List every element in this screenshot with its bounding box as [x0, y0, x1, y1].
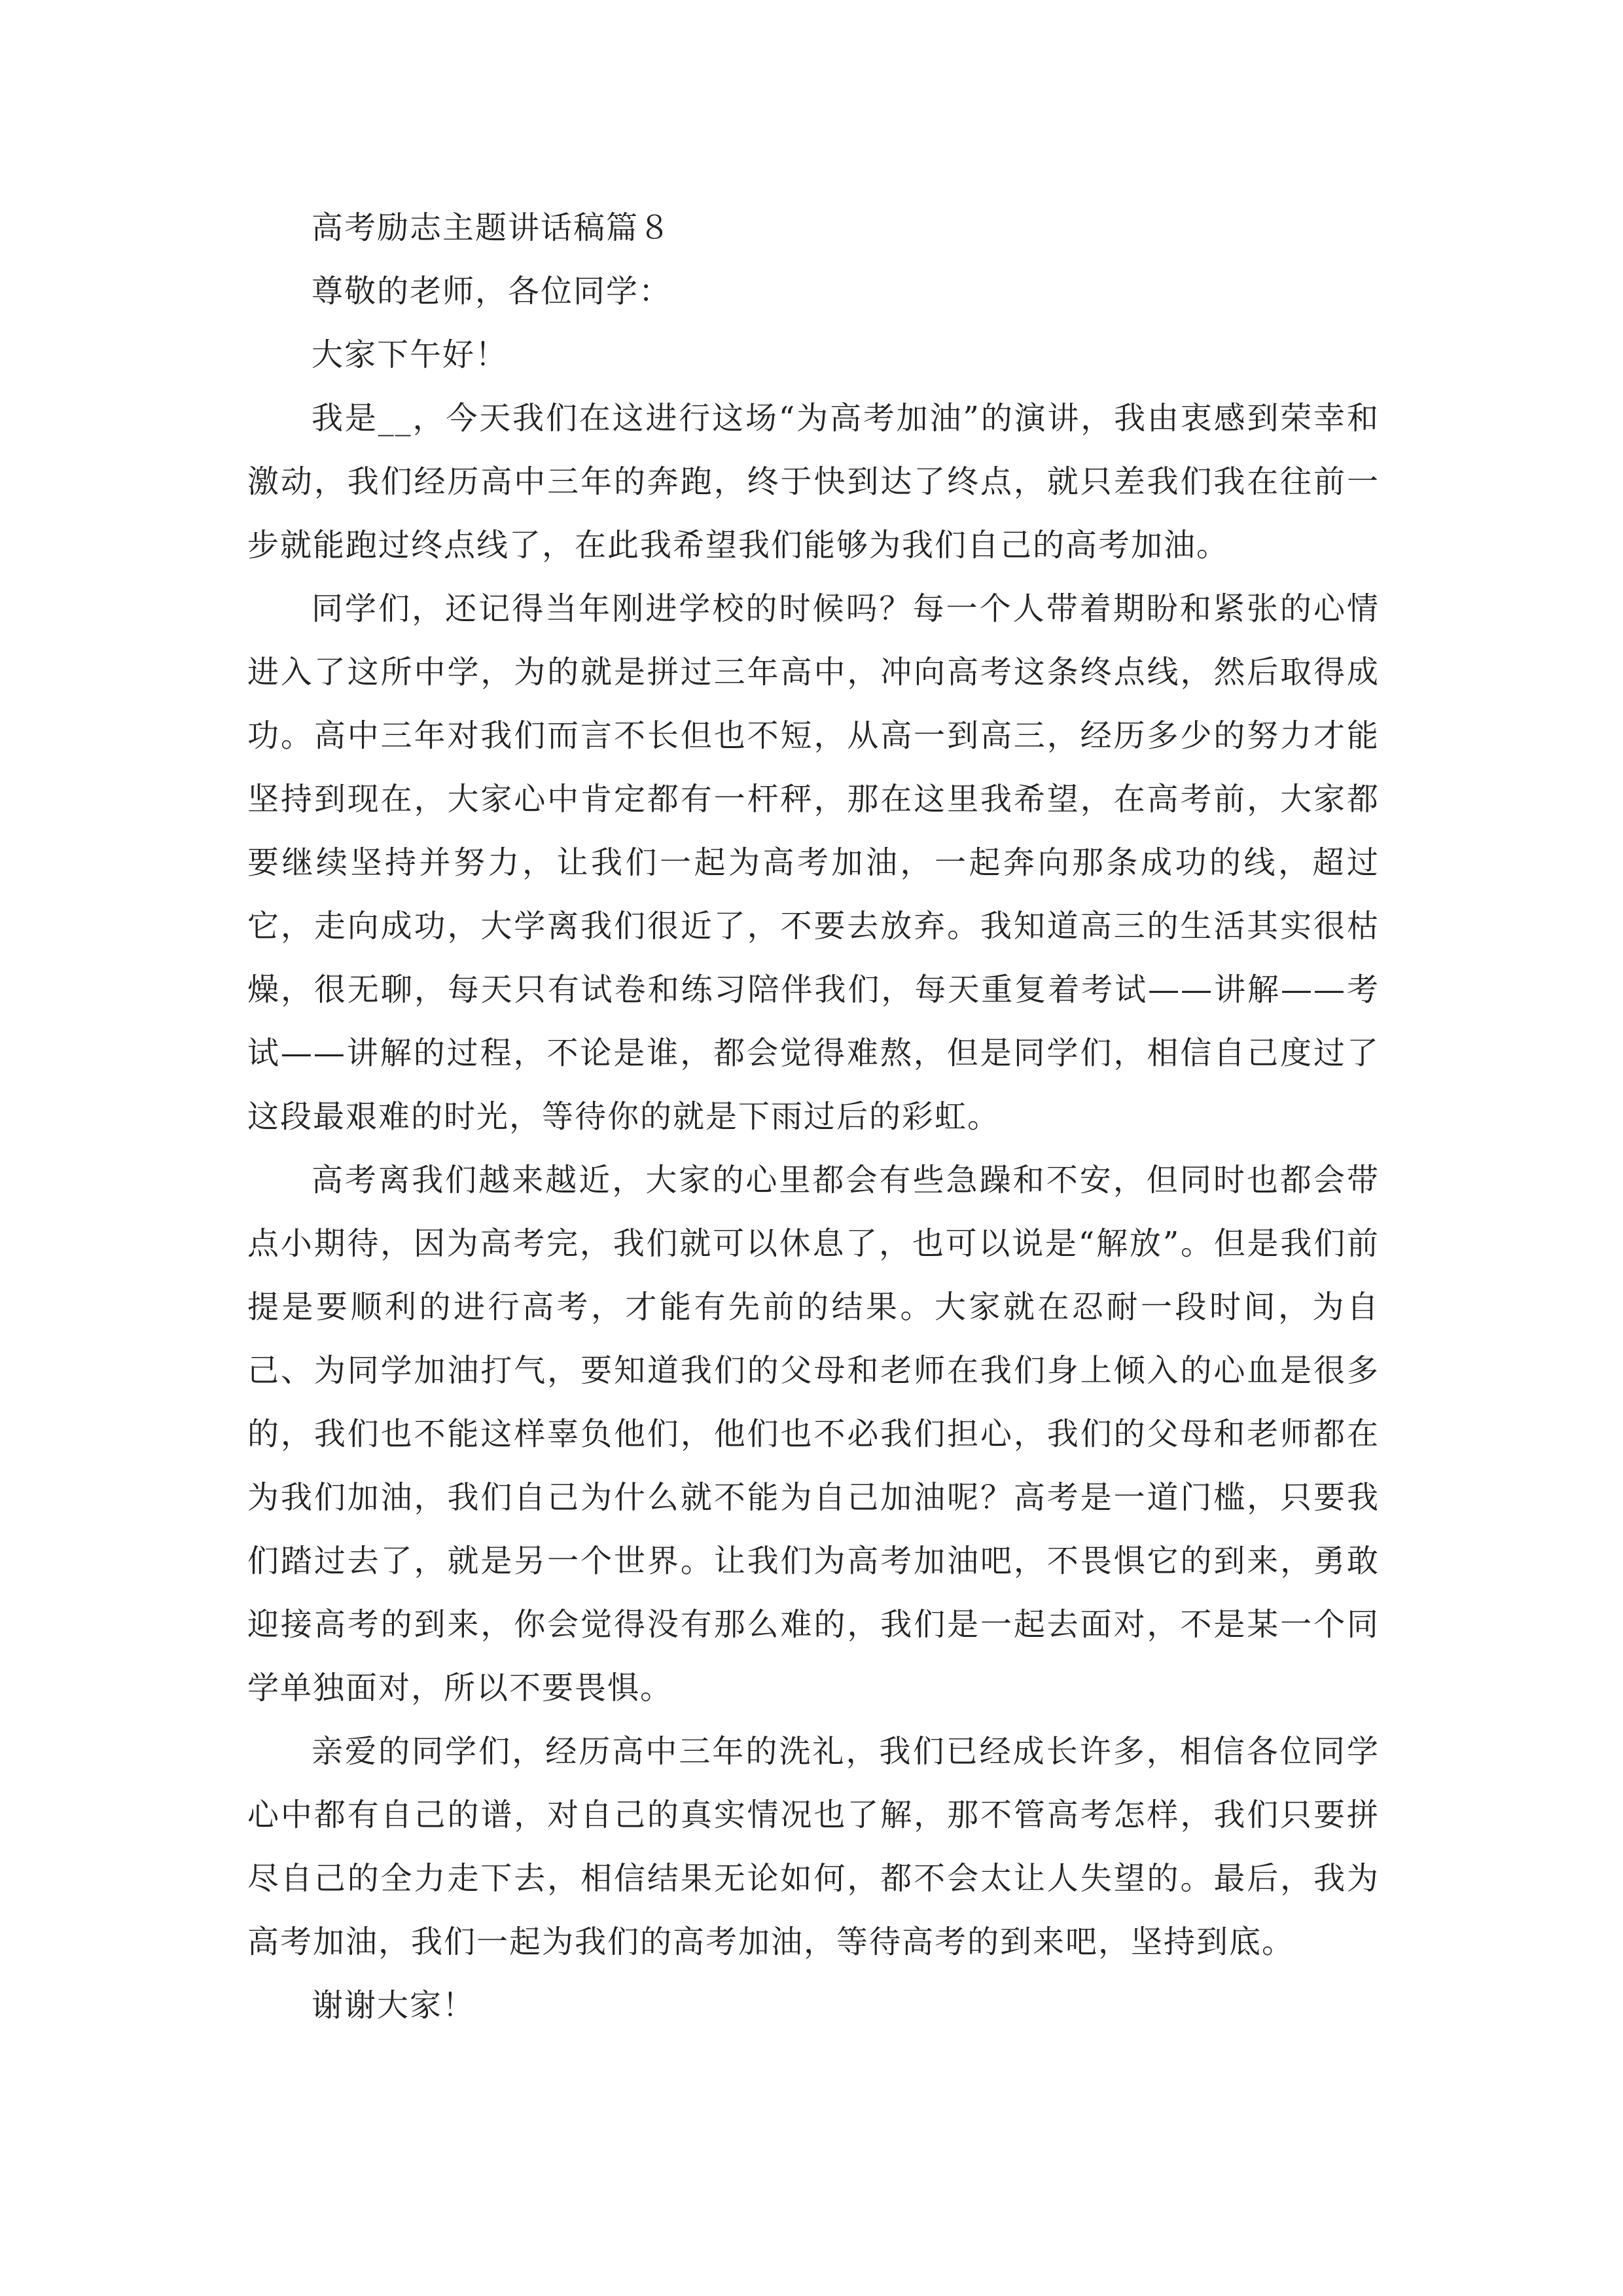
- paragraph: 同学们，还记得当年刚进学校的时候吗？每一个人带着期盼和紧张的心情进入了这所中学，为的就是拼过三年高中，冲向高考这条终点线，然后取得成功。高中三年对我们而言不长但也不短，从高一到高三，经历多少的努力才能坚持到现在，大家心中肯定都有一杆秤，那在这里我希望，在高考前，大家都要继续坚持并努力，让我们一起为高考加油，一起奔向那条成功的线，超过它，走向成功，大学离我们很近了，不要去放弃。我知道高三的生活其实很枯燥，很无聊，每天只有试卷和练习陪伴我们，每天重复着考试——讲解——考试——讲解的过程，不论是谁，都会觉得难熬，但是同学们，相信自己度过了这段最艰难的时光，等待你的就是下雨过后的彩虹。: [247, 590, 1380, 1135]
- closing-line: 谢谢大家！: [312, 1987, 476, 2024]
- greeting-line: 尊敬的老师，各位同学：: [312, 273, 672, 310]
- speech-body: [247, 196, 1380, 2037]
- paragraph: 高考离我们越来越近，大家的心里都会有些急躁和不安，但同时也都会带点小期待，因为高考完，我们就可以休息了，也可以说是“解放”。但是我们前提是要顺利的进行高考，才能有先前的结果。大家就在忍耐一段时间，为自己、为同学加油打气，要知道我们的父母和老师在我们身上倾入的心血是很多的，我们也不能这样辜负他们，他们也不必我们担心，我们的父母和老师都在为我们加油，我们自己为什么就不能为自己加油呢？高考是一道门槛，只要我们踏过去了，就是另一个世界。让我们为高考加油吧，不畏惧它的到来，勇敢迎接高考的到来，你会觉得没有那么难的，我们是一起去面对，不是某一个同学单独面对，所以不要畏惧。: [247, 1162, 1380, 1706]
- paragraph: 亲爱的同学们，经历高中三年的洗礼，我们已经成长许多，相信各位同学心中都有自己的谱，对自己的真实情况也了解，那不管高考怎样，我们只要拼尽自己的全力走下去，相信结果无论如何，都不会太让人失望的。最后，我为高考加油，我们一起为我们的高考加油，等待高考的到来吧，坚持到底。: [247, 1733, 1380, 1960]
- salutation-line: 大家下午好！: [312, 336, 508, 373]
- document-title: 高考励志主题讲话稿篇８: [312, 209, 672, 246]
- paragraph: 我是__，今天我们在这进行这场“为高考加油”的演讲，我由衷感到荣幸和激动，我们经历高中三年的奔跑，终于快到达了终点，就只差我们我在往前一步就能跑过终点线了，在此我希望我们能够为我们自己的高考加油。: [247, 400, 1380, 564]
